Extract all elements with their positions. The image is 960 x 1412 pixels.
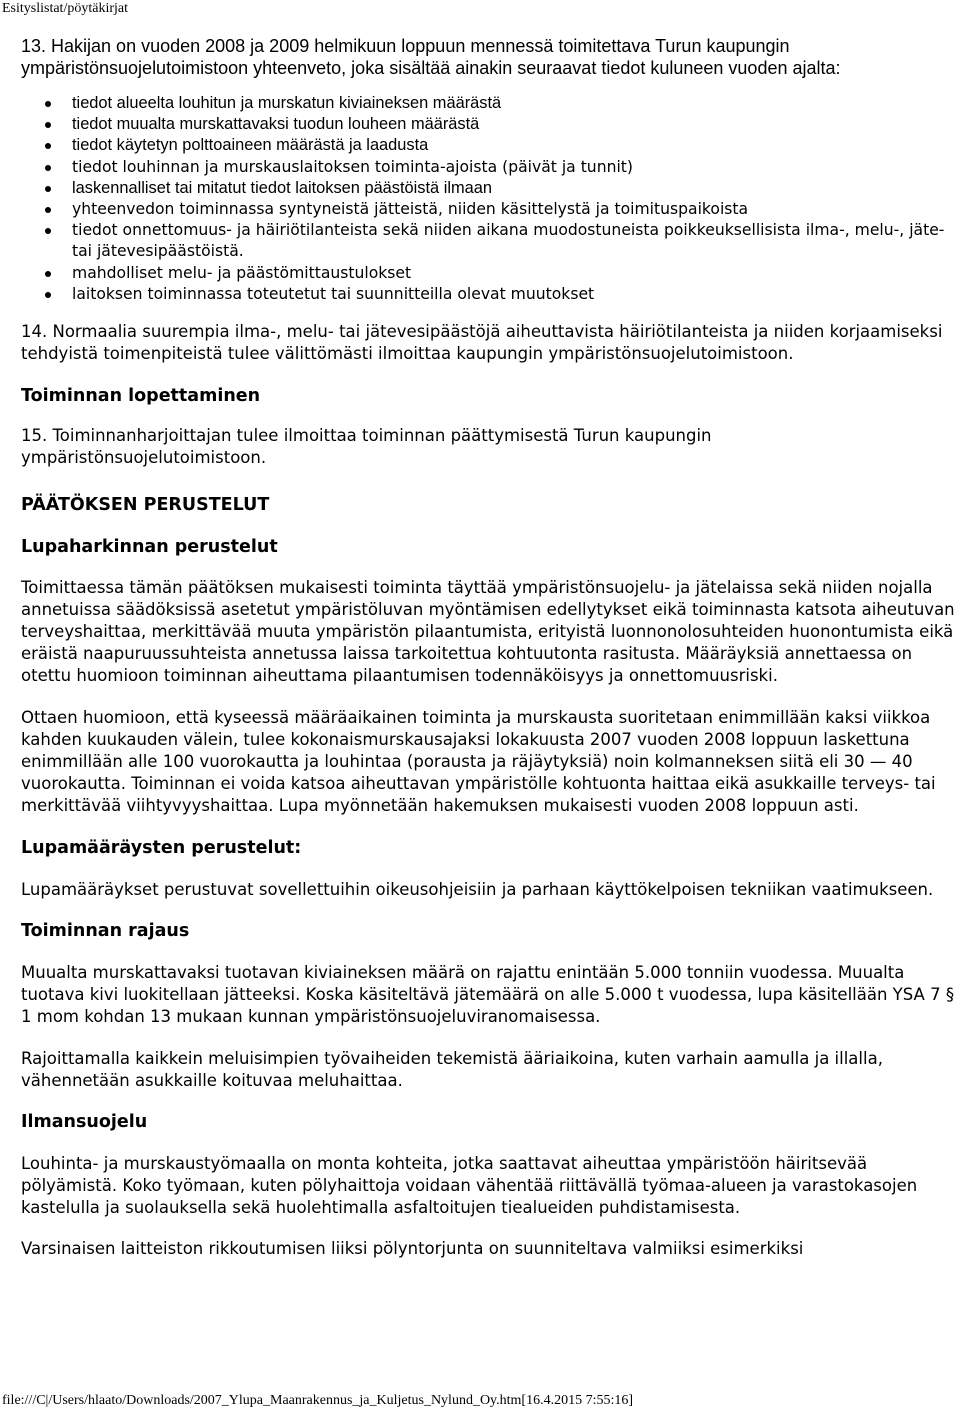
heading-lupamaaraysten-perustelut: Lupamääräysten perustelut: xyxy=(21,838,302,859)
ilmansuojelu-paragraph-1: Louhinta- ja murskaustyömaalla on monta kohteita, jotka saattavat aiheuttaa ympäristöön häiritsevää pölyämistä. Koko työmaan, kuten pölyhaittoja voidaan vähentää riittävällä työmaa-alueen ja varastokasojen kastelulla ja suolauksella sekä huolehtimalla asfaltoitujen tiealueiden puhdistamisesta. xyxy=(21,1154,918,1218)
heading-ilmansuojelu: Ilmansuojelu xyxy=(21,1112,148,1133)
report-items-list xyxy=(21,93,957,305)
heading-toiminnan-lopettaminen: Toiminnan lopettaminen xyxy=(21,386,261,407)
lupaharkinta-paragraph-1: Toimittaessa tämän päätöksen mukaisesti toiminta täyttää ympäristönsuojelu- ja jätelaissa sekä niiden nojalla annetuissa säädöksissä asetetut ympäristöluvan myöntämisen edellytykset eikä toiminnasta katsota aiheutuvan terveyshaittaa, merkittävää muuta ympäristön pilaantumista, erityistä luonnonolosuhteiden huonontumista eikä eräistä naapuruussuhteista annetussa laissa tarkoitettua kohtuutonta rasitusta. Määräyksiä annettaessa on otettu huomioon toiminnan aiheuttama pilaantumisen todennäköisyys ja onnettomuusriski. xyxy=(21,578,955,686)
heading-lupaharkinnan-perustelut: Lupaharkinnan perustelut xyxy=(21,537,278,558)
print-header: Esityslistat/pöytäkirjat xyxy=(2,1,128,16)
list-item: laskennalliset tai mitatut tiedot laitoksen päästöistä ilmaan xyxy=(72,178,957,199)
section-15-text: 15. Toiminnanharjoittajan tulee ilmoittaa toiminnan päättymisestä Turun kaupungin ympäristönsuojelutoimistoon. xyxy=(21,426,712,468)
list-item: tiedot muualta murskattavaksi tuodun louheen määrästä xyxy=(72,114,957,135)
list-item: tiedot onnettomuus- ja häiriötilanteista sekä niiden aikana muodostuneista poikkeuksellisista ilma-, melu-, jäte- tai jätevesipäästöistä. xyxy=(72,220,957,262)
print-footer-path: file:///C|/Users/hlaato/Downloads/2007_Ylupa_Maanrakennus_ja_Kuljetus_Nylund_Oy.htm[16.4.2015 7:55:16] xyxy=(2,1393,634,1408)
lupamaaraykset-paragraph: Lupamääräykset perustuvat sovellettuihin oikeusohjeisiin ja parhaan käyttökelpoisen tekniikan vaatimukseen. xyxy=(21,880,934,900)
rajaus-paragraph-2: Rajoittamalla kaikkein meluisimpien työvaiheiden tekemistä ääriaikoina, kuten varhain aamulla ja illalla, vähennetään asukkaille koituvaa meluhaittaa. xyxy=(21,1049,883,1091)
list-item: tiedot louhinnan ja murskauslaitoksen toiminta-ajoista (päivät ja tunnit) xyxy=(72,157,957,178)
list-item: tiedot alueelta louhitun ja murskatun kiviaineksen määrästä xyxy=(72,93,957,114)
list-item: yhteenvedon toiminnassa syntyneistä jätteistä, niiden käsittelystä ja toimituspaikoista xyxy=(72,199,957,220)
list-item: mahdolliset melu- ja päästömittaustulokset xyxy=(72,263,957,284)
document-body xyxy=(21,35,957,1260)
section-14-text: 14. Normaalia suurempia ilma-, melu- tai jätevesipäästöjä aiheuttavista häiriötilanteista ja niiden korjaamiseksi tehdyistä toimenpiteistä tulee välittömästi ilmoittaa kaupungin ympäristönsuojelutoimistoon. xyxy=(21,322,943,364)
ilmansuojelu-paragraph-2: Varsinaisen laitteiston rikkoutumisen liiksi pölyntorjunta on suunniteltava valmiiksi esimerkiksi xyxy=(21,1239,804,1259)
list-item: laitoksen toiminnassa toteutetut tai suunnitteilla olevat muutokset xyxy=(72,284,957,305)
lupaharkinta-paragraph-2: Ottaen huomioon, että kyseessä määräaikainen toiminta ja murskausta suoritetaan enimmillään kaksi viikkoa kahden kuukauden välein, tuleе kokonaismurskausajaksi lokakuusta 2007 vuoden 2008 loppuun laskettuna enimmillään alle 100 vuorokautta ja louhintaa (porausta ja räjäytyksiä) noin kolmanneksen siitä eli 30 — 40 vuorokautta. Toiminnan ei voida katsoa aiheuttavan ympäristölle kohtuonta haittaa eikä asukkaille terveys- tai merkittävää viihtyvyyshaittaa. Lupa myönnetään hakemuksen mukaisesti vuoden 2008 loppuun asti. xyxy=(21,708,936,816)
list-item: tiedot käytetyn polttoaineen määrästä ja laadusta xyxy=(72,135,957,156)
rajaus-paragraph-1: Muualta murskattavaksi tuotavan kiviaineksen määrä on rajattu enintään 5.000 tonniin vuodessa. Muualta tuotava kivi luokitellaan jätteeksi. Koska käsiteltävä jätemäärä on alle 5.000 t vuodessa, lupa käsitellään YSA 7 § 1 mom kohdan 13 mukaan kunnan ympäristönsuojeluviranomaisessa. xyxy=(21,963,955,1027)
heading-paatoksen-perustelut: PÄÄTÖKSEN PERUSTELUT xyxy=(21,495,270,516)
section-13-intro: 13. Hakijan on vuoden 2008 ja 2009 helmikuun loppuun mennessä toimitettava Turun kaupungin ympäristönsuojelutoimistoon yhteenveto, joka sisältää ainakin seuraavat tiedot kuluneen vuoden ajalta: xyxy=(21,36,841,78)
heading-toiminnan-rajaus: Toiminnan rajaus xyxy=(21,921,190,942)
